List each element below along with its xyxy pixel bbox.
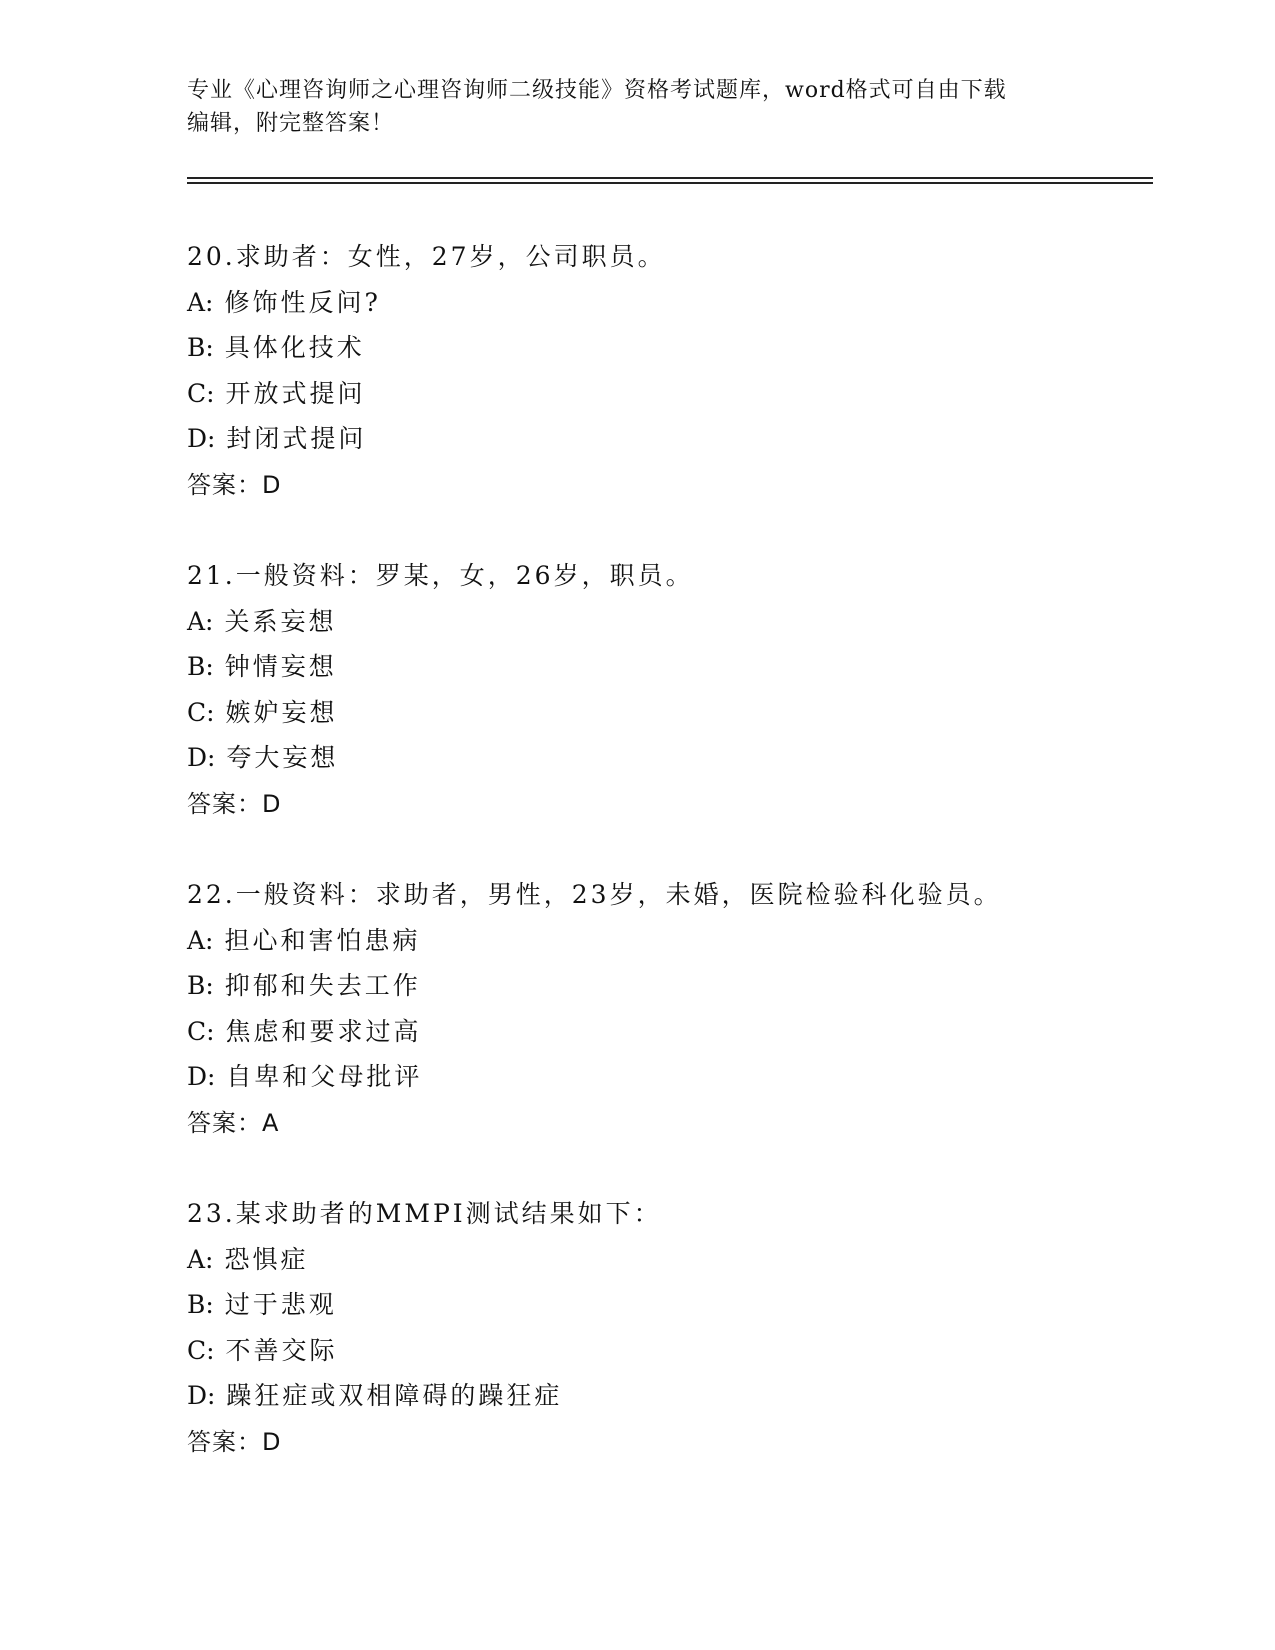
- option-text: 不善交际: [225, 1335, 338, 1365]
- option-a: [187, 1237, 1147, 1283]
- option-b: [187, 963, 1147, 1009]
- header-divider-bottom: [187, 182, 1153, 184]
- option-text: 钟情妄想: [224, 652, 337, 681]
- option-a: [187, 280, 1147, 326]
- option-text: 开放式提问: [225, 378, 366, 408]
- option-letter: C:: [187, 378, 215, 408]
- question-stem: 23.某求助者的MMPI测试结果如下：: [187, 1199, 662, 1228]
- answer-line: 答案：D: [187, 789, 282, 818]
- option-letter: A:: [187, 287, 214, 317]
- header-divider-top: [187, 177, 1153, 179]
- option-text: 封闭式提问: [226, 424, 367, 453]
- option-letter: A:: [187, 925, 214, 955]
- question-23: [187, 1191, 1147, 1465]
- answer-line: 答案：A: [187, 1108, 280, 1137]
- option-c: [187, 371, 1147, 417]
- option-letter: A:: [187, 1244, 214, 1274]
- option-text: 抑郁和失去工作: [224, 971, 421, 1000]
- option-text: 嫉妒妄想: [225, 697, 338, 727]
- option-c: [187, 1328, 1147, 1374]
- header-line-1: 专业《心理咨询师之心理咨询师二级技能》资格考试题库，word格式可自由下载: [187, 78, 1007, 103]
- option-letter: D:: [187, 1062, 216, 1091]
- question-stem: 20.求助者：女性，27岁，公司职员。: [187, 242, 666, 271]
- option-text: 担心和害怕患病: [224, 925, 421, 955]
- option-letter: B:: [187, 333, 214, 362]
- option-d: [187, 1054, 1147, 1100]
- option-letter: C:: [187, 1016, 215, 1046]
- option-d: [187, 416, 1147, 462]
- option-text: 具体化技术: [224, 333, 365, 362]
- option-letter: B:: [187, 971, 214, 1000]
- option-b: [187, 644, 1147, 690]
- option-c: [187, 690, 1147, 736]
- option-letter: B:: [187, 652, 214, 681]
- option-text: 恐惧症: [224, 1244, 309, 1274]
- option-letter: D:: [187, 424, 216, 453]
- document-header: [187, 74, 1087, 140]
- option-text: 夸大妄想: [226, 743, 339, 772]
- option-d: [187, 1373, 1147, 1419]
- option-text: 过于悲观: [224, 1290, 337, 1319]
- option-a: [187, 599, 1147, 645]
- option-c: [187, 1009, 1147, 1055]
- option-text: 修饰性反问?: [224, 287, 381, 317]
- option-text: 躁狂症或双相障碍的躁狂症: [226, 1381, 563, 1410]
- option-text: 关系妄想: [224, 606, 337, 636]
- answer-line: 答案：D: [187, 470, 282, 499]
- option-text: 自卑和父母批评: [226, 1062, 423, 1091]
- option-letter: B:: [187, 1290, 214, 1319]
- question-22: [187, 872, 1147, 1146]
- option-b: [187, 325, 1147, 371]
- option-letter: C:: [187, 1335, 215, 1365]
- option-text: 焦虑和要求过高: [225, 1016, 422, 1046]
- option-letter: C:: [187, 697, 215, 727]
- question-20: [187, 234, 1147, 508]
- question-stem: 22.一般资料：求助者，男性，23岁，未婚，医院检验科化验员。: [187, 880, 1002, 909]
- question-stem: 21.一般资料：罗某，女，26岁，职员。: [187, 561, 694, 590]
- option-b: [187, 1282, 1147, 1328]
- option-letter: D:: [187, 743, 216, 772]
- option-d: [187, 735, 1147, 781]
- option-letter: A:: [187, 606, 214, 636]
- header-line-2: 编辑，附完整答案！: [187, 111, 395, 136]
- option-a: [187, 918, 1147, 964]
- question-21: [187, 553, 1147, 827]
- option-letter: D:: [187, 1381, 216, 1410]
- answer-line: 答案：D: [187, 1427, 282, 1456]
